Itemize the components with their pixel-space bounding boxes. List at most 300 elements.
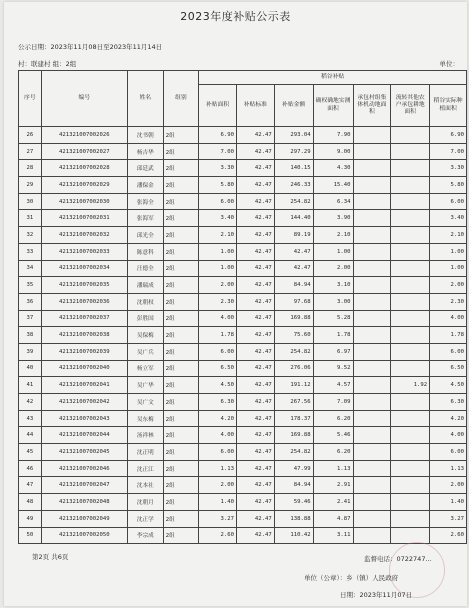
table-row — [19, 460, 467, 477]
row-group: 2组 — [163, 477, 199, 494]
row-contract-area — [353, 343, 391, 360]
row-code: 421321007002027 — [41, 143, 127, 160]
row-rate: 42.47 — [236, 510, 274, 527]
table-row — [19, 143, 467, 160]
row-area: 6.30 — [199, 394, 237, 411]
row-transfer-area — [391, 360, 430, 377]
row-group: 2组 — [163, 410, 199, 427]
row-contract-area — [353, 377, 391, 394]
row-rate: 42.47 — [236, 210, 274, 227]
row-name: 杨吉华 — [127, 143, 163, 160]
row-contract-area — [353, 360, 391, 377]
row-transfer-area — [391, 293, 430, 310]
table-row — [19, 127, 467, 144]
row-amount: 254.82 — [274, 343, 313, 360]
table-row — [19, 410, 467, 427]
row-actual-area: 6.30 — [430, 394, 467, 411]
row-rate: 42.47 — [236, 227, 274, 244]
row-rate: 42.47 — [236, 527, 274, 544]
row-transfer-area — [391, 394, 430, 411]
row-code: 421321007002029 — [41, 177, 127, 194]
row-amount: 276.06 — [274, 360, 313, 377]
row-rate: 42.47 — [236, 444, 274, 461]
row-seq: 33 — [19, 243, 42, 260]
row-transfer-area — [391, 177, 430, 194]
row-code: 421321007002030 — [41, 193, 127, 210]
row-transfer-area — [391, 227, 430, 244]
row-seq: 29 — [19, 177, 42, 194]
row-area: 3.27 — [199, 510, 237, 527]
row-contract-area — [353, 444, 391, 461]
row-amount: 144.40 — [274, 210, 313, 227]
row-group: 2组 — [163, 527, 199, 544]
row-group: 2组 — [163, 243, 199, 260]
row-rate: 42.47 — [236, 394, 274, 411]
row-code: 421321007002041 — [41, 377, 127, 394]
row-contract-area — [353, 310, 391, 327]
row-actual-area: 4.50 — [430, 377, 467, 394]
row-contract-area — [353, 427, 391, 444]
row-group: 2组 — [163, 394, 199, 411]
row-rate: 42.47 — [236, 327, 274, 344]
row-amount: 254.82 — [274, 444, 313, 461]
row-cert-area: 9.00 — [313, 143, 353, 160]
row-code: 421321007002026 — [41, 127, 127, 144]
header-group: 组别 — [163, 71, 199, 127]
row-name: 沈朝权 — [127, 293, 163, 310]
row-area: 4.50 — [199, 377, 237, 394]
row-transfer-area — [391, 143, 430, 160]
row-name: 邱光全 — [127, 227, 163, 244]
row-area: 2.30 — [199, 293, 237, 310]
row-transfer-area — [391, 460, 430, 477]
table-row — [19, 343, 467, 360]
row-transfer-area — [391, 494, 430, 511]
row-name: 吴广文 — [127, 394, 163, 411]
table-row — [19, 277, 467, 294]
row-rate: 42.47 — [236, 277, 274, 294]
row-amount: 75.60 — [274, 327, 313, 344]
row-cert-area: 1.78 — [313, 327, 353, 344]
row-area: 6.00 — [199, 444, 237, 461]
row-seq: 39 — [19, 343, 42, 360]
row-contract-area — [353, 260, 391, 277]
row-amount: 89.19 — [274, 227, 313, 244]
row-cert-area: 15.40 — [313, 177, 353, 194]
row-seq: 27 — [19, 143, 42, 160]
row-amount: 191.12 — [274, 377, 313, 394]
row-contract-area — [353, 127, 391, 144]
row-area: 2.00 — [199, 477, 237, 494]
table-row — [19, 210, 467, 227]
table-row — [19, 193, 467, 210]
header-contract-area: 承包村组集体机动地面积 — [353, 85, 391, 127]
row-rate: 42.47 — [236, 360, 274, 377]
row-rate: 42.47 — [236, 377, 274, 394]
row-rate: 42.47 — [236, 260, 274, 277]
unit-label: 单位： — [439, 60, 459, 68]
row-rate: 42.47 — [236, 293, 274, 310]
row-actual-area: 6.00 — [430, 343, 467, 360]
row-group: 2组 — [163, 160, 199, 177]
row-seq: 35 — [19, 277, 42, 294]
row-area: 3.30 — [199, 160, 237, 177]
document-title: 2023年度补贴公示表 — [180, 10, 291, 23]
row-transfer-area — [391, 160, 430, 177]
row-seq: 30 — [19, 193, 42, 210]
row-seq: 45 — [19, 444, 42, 461]
row-name: 潘保金 — [127, 177, 163, 194]
row-cert-area: 7.90 — [313, 127, 353, 144]
row-code: 421321007002047 — [41, 477, 127, 494]
row-amount: 47.99 — [274, 460, 313, 477]
row-name: 张海军 — [127, 210, 163, 227]
row-transfer-area — [391, 343, 430, 360]
row-seq: 31 — [19, 210, 42, 227]
row-rate: 42.47 — [236, 343, 274, 360]
row-area: 2.60 — [199, 527, 237, 544]
table-row — [19, 293, 467, 310]
row-cert-area: 7.09 — [313, 394, 353, 411]
row-cert-area: 2.91 — [313, 477, 353, 494]
row-group: 2组 — [163, 343, 199, 360]
table-row — [19, 177, 467, 194]
row-amount: 97.68 — [274, 293, 313, 310]
row-contract-area — [353, 494, 391, 511]
row-cert-area: 6.97 — [313, 343, 353, 360]
row-contract-area — [353, 460, 391, 477]
row-amount: 293.04 — [274, 127, 313, 144]
row-code: 421321007002044 — [41, 427, 127, 444]
table-row — [19, 427, 467, 444]
row-amount: 246.33 — [274, 177, 313, 194]
row-contract-area — [353, 160, 391, 177]
row-seq: 50 — [19, 527, 42, 544]
table-row — [19, 494, 467, 511]
row-actual-area: 2.30 — [430, 293, 467, 310]
subsidy-table — [18, 70, 467, 544]
header-name: 姓名 — [127, 71, 163, 127]
row-actual-area: 3.27 — [430, 510, 467, 527]
row-actual-area: 1.40 — [430, 494, 467, 511]
row-seq: 36 — [19, 293, 42, 310]
row-group: 2组 — [163, 444, 199, 461]
row-group: 2组 — [163, 177, 199, 194]
row-area: 6.50 — [199, 360, 237, 377]
row-transfer-area: 1.92 — [391, 377, 430, 394]
row-code: 421321007002049 — [41, 510, 127, 527]
row-area: 4.00 — [199, 310, 237, 327]
row-rate: 42.47 — [236, 160, 274, 177]
row-actual-area: 3.30 — [430, 160, 467, 177]
header-code: 编号 — [41, 71, 127, 127]
table-row — [19, 527, 467, 544]
row-area: 2.10 — [199, 227, 237, 244]
row-contract-area — [353, 143, 391, 160]
row-contract-area — [353, 277, 391, 294]
row-cert-area: 2.00 — [313, 260, 353, 277]
row-name: 沈书朝 — [127, 127, 163, 144]
row-cert-area: 4.87 — [313, 510, 353, 527]
row-group: 2组 — [163, 293, 199, 310]
row-area: 7.00 — [199, 143, 237, 160]
row-area: 6.90 — [199, 127, 237, 144]
row-contract-area — [353, 410, 391, 427]
row-area: 1.00 — [199, 243, 237, 260]
header-cert-area: 确权确地实测面积 — [313, 85, 353, 127]
table-row — [19, 377, 467, 394]
header-seq: 序号 — [19, 71, 42, 127]
row-contract-area — [353, 510, 391, 527]
row-actual-area: 1.00 — [430, 260, 467, 277]
row-rate: 42.47 — [236, 310, 274, 327]
row-cert-area: 1.00 — [313, 243, 353, 260]
row-amount: 138.88 — [274, 510, 313, 527]
row-cert-area: 3.10 — [313, 277, 353, 294]
row-amount: 110.42 — [274, 527, 313, 544]
table-row — [19, 477, 467, 494]
row-amount: 42.47 — [274, 243, 313, 260]
row-name: 汪德全 — [127, 260, 163, 277]
table-row — [19, 310, 467, 327]
row-seq: 46 — [19, 460, 42, 477]
header-rate: 补贴标准 — [236, 85, 274, 127]
header-actual-area: 稻谷实际种植面积 — [430, 85, 467, 127]
row-rate: 42.47 — [236, 410, 274, 427]
row-area: 1.78 — [199, 327, 237, 344]
row-group: 2组 — [163, 260, 199, 277]
row-seq: 26 — [19, 127, 42, 144]
issuing-organization: 单位（公章）：乡（镇）人民政府 — [304, 574, 399, 582]
header-amount: 补贴金额 — [274, 85, 313, 127]
table-row — [19, 160, 467, 177]
row-amount: 59.46 — [274, 494, 313, 511]
row-group: 2组 — [163, 193, 199, 210]
row-name: 吴东梅 — [127, 410, 163, 427]
row-amount: 84.94 — [274, 477, 313, 494]
row-amount: 42.47 — [274, 260, 313, 277]
row-rate: 42.47 — [236, 193, 274, 210]
row-transfer-area — [391, 193, 430, 210]
row-amount: 267.56 — [274, 394, 313, 411]
row-code: 421321007002046 — [41, 460, 127, 477]
row-amount: 169.88 — [274, 310, 313, 327]
row-amount: 297.29 — [274, 143, 313, 160]
row-rate: 42.47 — [236, 243, 274, 260]
table-row — [19, 360, 467, 377]
row-contract-area — [353, 327, 391, 344]
row-seq: 41 — [19, 377, 42, 394]
supervision-phone: 监督电话：0722747... — [364, 555, 432, 563]
notice-period: 公示日期：2023年11月08日至2023年11月14日 — [18, 43, 163, 51]
row-contract-area — [353, 394, 391, 411]
row-cert-area: 6.20 — [313, 444, 353, 461]
row-group: 2组 — [163, 360, 199, 377]
row-seq: 32 — [19, 227, 42, 244]
row-cert-area: 3.11 — [313, 527, 353, 544]
row-seq: 47 — [19, 477, 42, 494]
row-transfer-area — [391, 210, 430, 227]
row-transfer-area — [391, 527, 430, 544]
row-transfer-area — [391, 410, 430, 427]
row-code: 421321007002033 — [41, 243, 127, 260]
row-contract-area — [353, 227, 391, 244]
row-code: 421321007002036 — [41, 293, 127, 310]
row-cert-area: 6.34 — [313, 193, 353, 210]
row-actual-area: 4.00 — [430, 427, 467, 444]
row-seq: 40 — [19, 360, 42, 377]
row-amount: 254.82 — [274, 193, 313, 210]
row-group: 2组 — [163, 210, 199, 227]
village-group-label: 村：联建村 组：2组 — [18, 60, 77, 68]
row-seq: 44 — [19, 427, 42, 444]
row-rate: 42.47 — [236, 143, 274, 160]
row-name: 彭胜国 — [127, 310, 163, 327]
row-name: 汤祥林 — [127, 427, 163, 444]
row-cert-area: 6.20 — [313, 410, 353, 427]
row-group: 2组 — [163, 494, 199, 511]
row-name: 吴保梅 — [127, 327, 163, 344]
table-row — [19, 394, 467, 411]
row-area: 4.20 — [199, 410, 237, 427]
row-code: 421321007002038 — [41, 327, 127, 344]
header-area: 补贴面积 — [199, 85, 237, 127]
row-area: 1.13 — [199, 460, 237, 477]
row-actual-area: 6.90 — [430, 127, 467, 144]
row-contract-area — [353, 243, 391, 260]
row-amount: 178.37 — [274, 410, 313, 427]
row-transfer-area — [391, 510, 430, 527]
row-group: 2组 — [163, 427, 199, 444]
row-rate: 42.47 — [236, 494, 274, 511]
row-name: 吴广兵 — [127, 343, 163, 360]
row-code: 421321007002050 — [41, 527, 127, 544]
row-rate: 42.47 — [236, 177, 274, 194]
row-transfer-area — [391, 277, 430, 294]
row-cert-area: 1.13 — [313, 460, 353, 477]
notice-sheet — [4, 2, 467, 606]
row-actual-area: 2.10 — [430, 227, 467, 244]
row-actual-area: 5.80 — [430, 177, 467, 194]
row-amount: 140.15 — [274, 160, 313, 177]
row-area: 1.00 — [199, 260, 237, 277]
row-area: 6.00 — [199, 343, 237, 360]
row-seq: 43 — [19, 410, 42, 427]
row-group: 2组 — [163, 460, 199, 477]
row-rate: 42.47 — [236, 127, 274, 144]
row-name: 邱廷武 — [127, 160, 163, 177]
row-contract-area — [353, 293, 391, 310]
issue-date: 日期：2023年11月07日 — [340, 591, 413, 599]
row-contract-area — [353, 177, 391, 194]
row-group: 2组 — [163, 327, 199, 344]
row-area: 4.00 — [199, 427, 237, 444]
row-actual-area: 6.50 — [430, 360, 467, 377]
row-cert-area: 4.30 — [313, 160, 353, 177]
row-code: 421321007002040 — [41, 360, 127, 377]
row-actual-area: 2.00 — [430, 477, 467, 494]
row-contract-area — [353, 193, 391, 210]
header-transfer-area: 流转其他农户承包耕地面积 — [391, 85, 430, 127]
row-code: 421321007002034 — [41, 260, 127, 277]
row-name: 沈本社 — [127, 477, 163, 494]
row-cert-area: 3.90 — [313, 210, 353, 227]
row-code: 421321007002045 — [41, 444, 127, 461]
row-area: 3.40 — [199, 210, 237, 227]
row-contract-area — [353, 477, 391, 494]
row-cert-area: 5.28 — [313, 310, 353, 327]
row-code: 421321007002043 — [41, 410, 127, 427]
row-cert-area: 9.52 — [313, 360, 353, 377]
row-seq: 37 — [19, 310, 42, 327]
table-row — [19, 243, 467, 260]
row-group: 2组 — [163, 377, 199, 394]
row-actual-area: 1.13 — [430, 460, 467, 477]
row-group: 2组 — [163, 510, 199, 527]
row-transfer-area — [391, 127, 430, 144]
row-actual-area: 7.00 — [430, 143, 467, 160]
row-seq: 42 — [19, 394, 42, 411]
row-area: 1.40 — [199, 494, 237, 511]
row-name: 沈正明 — [127, 444, 163, 461]
row-group: 2组 — [163, 127, 199, 144]
row-seq: 34 — [19, 260, 42, 277]
row-actual-area: 1.78 — [430, 327, 467, 344]
row-cert-area: 2.41 — [313, 494, 353, 511]
row-cert-area: 3.00 — [313, 293, 353, 310]
row-group: 2组 — [163, 277, 199, 294]
row-cert-area: 2.10 — [313, 227, 353, 244]
row-transfer-area — [391, 477, 430, 494]
row-code: 421321007002039 — [41, 343, 127, 360]
table-row — [19, 444, 467, 461]
row-transfer-area — [391, 427, 430, 444]
table-row — [19, 510, 467, 527]
row-name: 沈朝月 — [127, 494, 163, 511]
row-group: 2组 — [163, 143, 199, 160]
row-contract-area — [353, 527, 391, 544]
row-name: 吴广华 — [127, 377, 163, 394]
row-transfer-area — [391, 310, 430, 327]
row-actual-area: 3.40 — [430, 210, 467, 227]
row-cert-area: 5.46 — [313, 427, 353, 444]
row-code: 421321007002042 — [41, 394, 127, 411]
row-transfer-area — [391, 243, 430, 260]
row-code: 421321007002048 — [41, 494, 127, 511]
row-transfer-area — [391, 327, 430, 344]
row-group: 2组 — [163, 310, 199, 327]
row-actual-area: 6.00 — [430, 193, 467, 210]
row-rate: 42.47 — [236, 460, 274, 477]
row-name: 杨立军 — [127, 360, 163, 377]
row-seq: 49 — [19, 510, 42, 527]
row-transfer-area — [391, 444, 430, 461]
page-indicator: 第2页 共6页 — [32, 553, 69, 561]
row-name: 李宗成 — [127, 527, 163, 544]
row-code: 421321007002035 — [41, 277, 127, 294]
row-actual-area: 6.00 — [430, 444, 467, 461]
row-code: 421321007002031 — [41, 210, 127, 227]
row-code: 421321007002028 — [41, 160, 127, 177]
row-seq: 48 — [19, 494, 42, 511]
table-row — [19, 260, 467, 277]
row-group: 2组 — [163, 227, 199, 244]
row-name: 潘瑞成 — [127, 277, 163, 294]
row-actual-area: 4.00 — [430, 310, 467, 327]
row-rate: 42.47 — [236, 427, 274, 444]
row-actual-area: 2.60 — [430, 527, 467, 544]
row-cert-area: 4.57 — [313, 377, 353, 394]
